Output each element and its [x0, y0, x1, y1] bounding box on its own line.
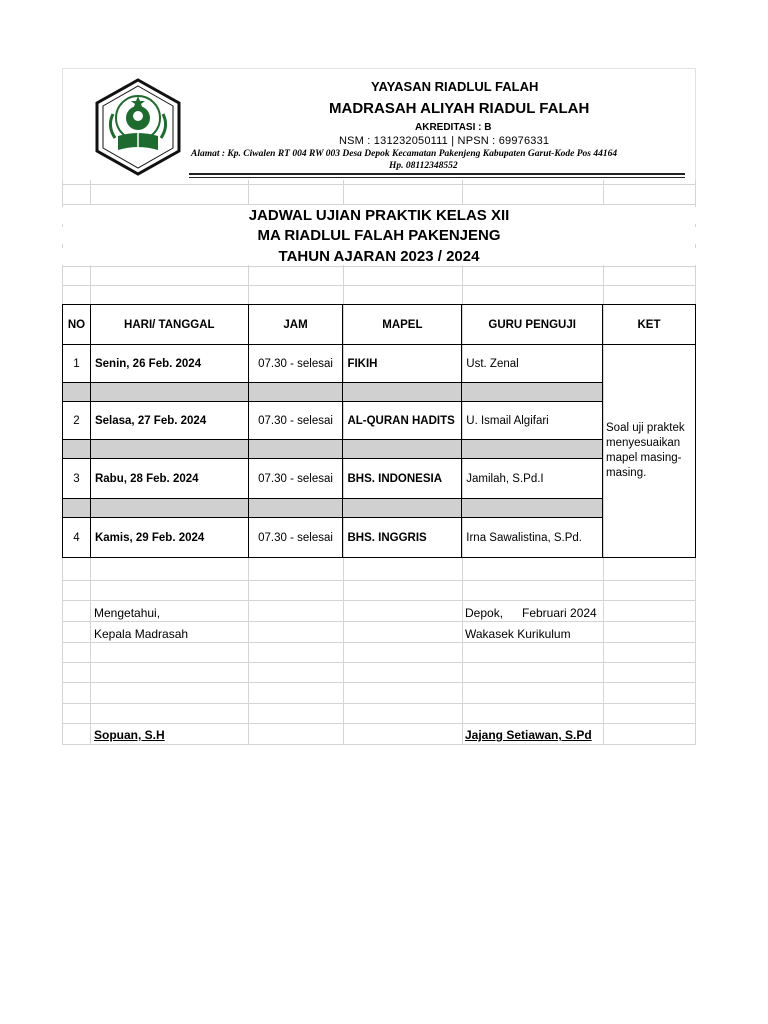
row-time: 07.30 - selesai	[248, 459, 343, 499]
row-teacher: Irna Sawalistina, S.Pd.	[462, 518, 603, 558]
gridline	[62, 184, 696, 185]
row-teacher: U. Ismail Algifari	[462, 402, 603, 440]
row-date: Senin, 26 Feb. 2024	[90, 345, 248, 383]
school-ids: NSM : 131232050111 | NPSN : 69976331	[339, 135, 550, 147]
gridline	[62, 285, 696, 286]
spreadsheet-page	[62, 68, 696, 745]
separator-row	[63, 440, 696, 459]
row-subject: BHS. INGGRIS	[343, 518, 462, 558]
row-number: 2	[63, 402, 91, 440]
school-name: MADRASAH ALIYAH RIADUL FALAH	[329, 100, 590, 117]
column-header: NO	[63, 305, 91, 345]
signature-right-name: Jajang Setiawan, S.Pd	[465, 728, 592, 742]
row-subject: FIKIH	[343, 345, 462, 383]
school-phone: Hp. 08112348552	[389, 161, 458, 171]
row-time: 07.30 - selesai	[248, 518, 343, 558]
gridline	[62, 580, 696, 581]
table-row	[63, 345, 696, 383]
letterhead-rule	[189, 177, 685, 178]
accreditation: AKREDITASI : B	[415, 122, 492, 133]
row-time: 07.30 - selesai	[248, 402, 343, 440]
column-header: GURU PENGUJI	[462, 305, 603, 345]
row-date: Kamis, 29 Feb. 2024	[90, 518, 248, 558]
gridline	[62, 621, 696, 622]
separator-row	[63, 499, 696, 518]
title-line-2: MA RIADLUL FALAH PAKENJENG	[62, 227, 696, 244]
column-header: KET	[603, 305, 696, 345]
column-header: HARI/ TANGGAL	[90, 305, 248, 345]
table-row	[63, 459, 696, 499]
row-number: 4	[63, 518, 91, 558]
gridline	[62, 642, 696, 643]
row-subject: AL-QURAN HADITS	[343, 402, 462, 440]
row-time: 07.30 - selesai	[248, 345, 343, 383]
title-line-1: JADWAL UJIAN PRAKTIK KELAS XII	[62, 207, 696, 224]
row-number: 3	[63, 459, 91, 499]
gridline	[62, 703, 696, 704]
gridline	[62, 600, 696, 601]
row-teacher: Ust. Zenal	[462, 345, 603, 383]
row-number: 1	[63, 345, 91, 383]
schedule-table	[62, 304, 696, 558]
row-subject: BHS. INDONESIA	[343, 459, 462, 499]
signature-right-date: Februari 2024	[522, 606, 597, 620]
gridline	[62, 266, 696, 267]
column-header: MAPEL	[343, 305, 462, 345]
school-address: Alamat : Kp. Ciwalen RT 004 RW 003 Desa Depok Kecamatan Pakenjeng Kabupaten Garut-Kode Pos 44164	[191, 149, 618, 159]
table-row	[63, 402, 696, 440]
table-header-row	[63, 305, 696, 345]
row-teacher: Jamilah, S.Pd.I	[462, 459, 603, 499]
row-date: Rabu, 28 Feb. 2024	[90, 459, 248, 499]
table-row	[63, 518, 696, 558]
signature-left-label: Mengetahui,	[94, 606, 161, 620]
letterhead-rule	[189, 173, 685, 175]
foundation-name: YAYASAN RIADLUL FALAH	[371, 79, 539, 94]
signature-left-title: Kepala Madrasah	[94, 627, 189, 641]
gridline	[62, 744, 696, 745]
school-logo-icon	[93, 78, 183, 176]
separator-row	[63, 383, 696, 402]
signature-right-title: Wakasek Kurikulum	[465, 627, 571, 641]
column-header: JAM	[248, 305, 343, 345]
gridline	[62, 662, 696, 663]
note-cell: Soal uji praktek menyesuaikan mapel masing-masing.	[603, 345, 696, 558]
signature-left-name: Sopuan, S.H	[94, 728, 165, 742]
signature-right-place: Depok,	[465, 606, 504, 620]
row-date: Selasa, 27 Feb. 2024	[90, 402, 248, 440]
gridline	[62, 682, 696, 683]
title-line-3: TAHUN AJARAN 2023 / 2024	[62, 248, 696, 265]
letterhead	[62, 68, 696, 180]
gridline	[62, 723, 696, 724]
